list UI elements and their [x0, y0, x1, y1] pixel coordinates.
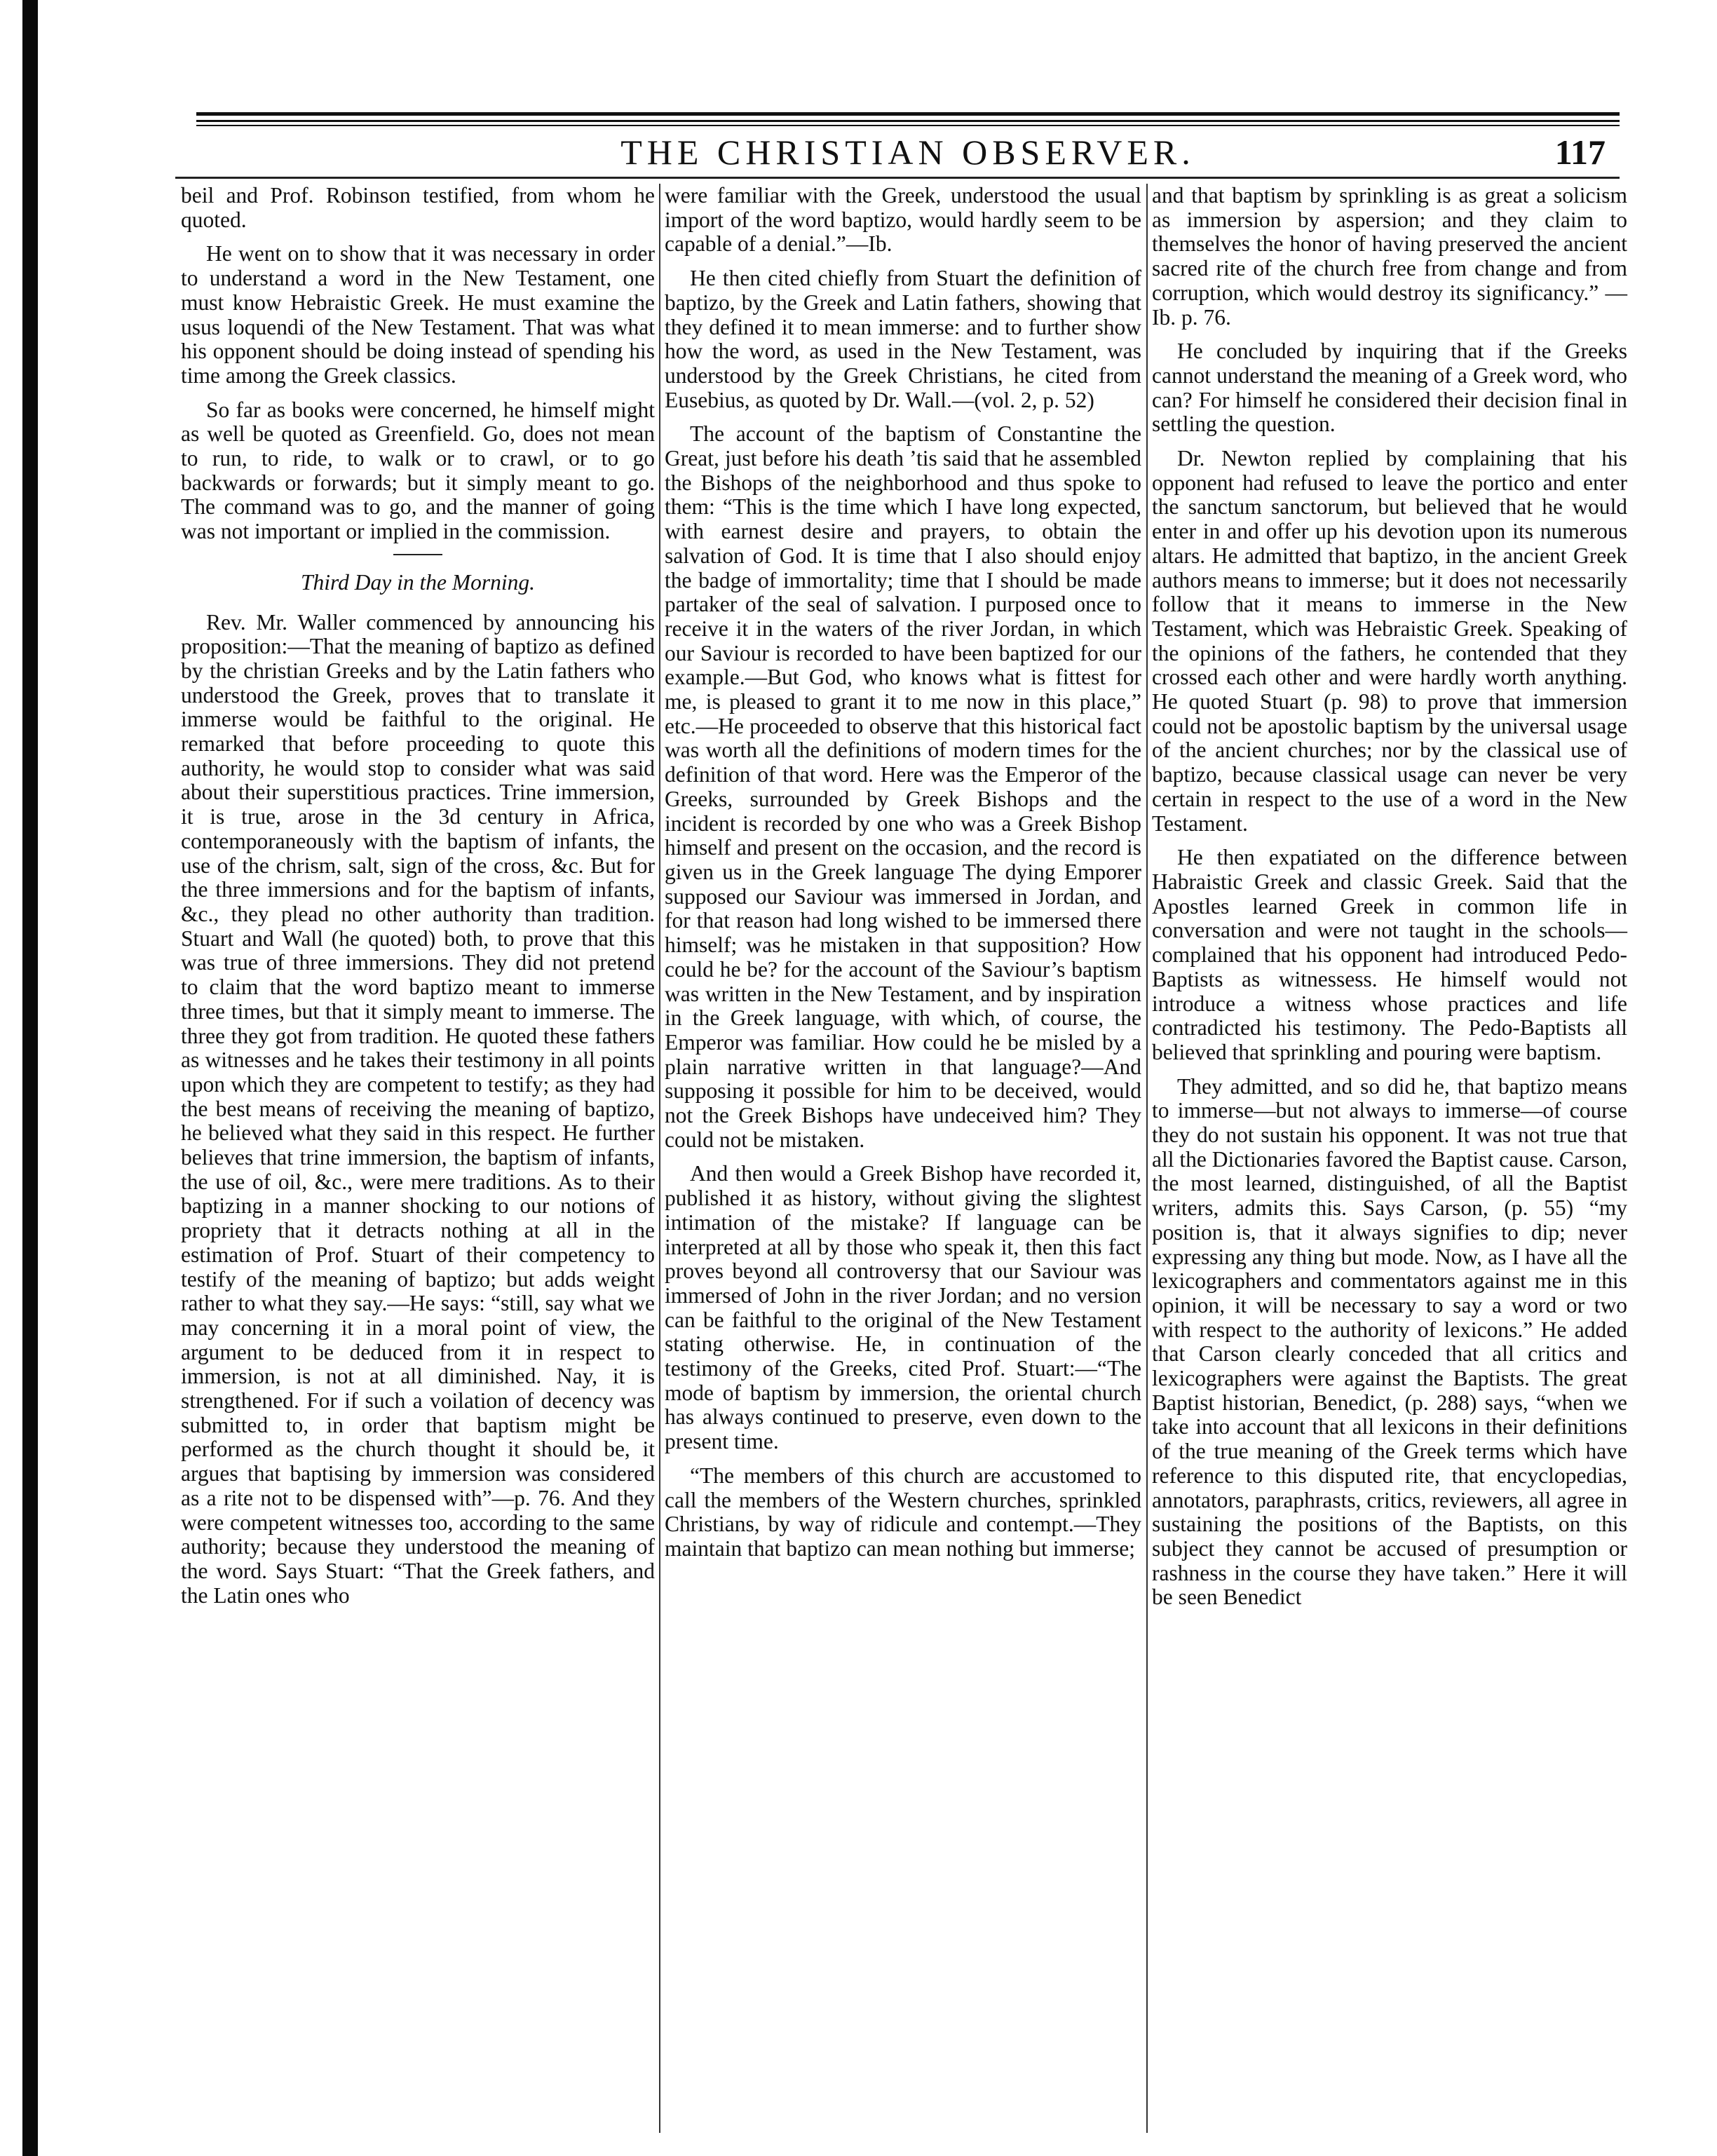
- running-title: THE CHRISTIAN OBSERVER.: [620, 133, 1195, 172]
- page-header: [196, 129, 1620, 178]
- paragraph: Dr. Newton replied by complaining that his opponent had refused to leave the portico and enter the sanctum sanctorum, but believed that he would enter in and offer up his devotion upon its numerous altars. He admitted that baptizo, in the ancient Greek authors means to immerse; but it does not necessarily follow that it means to immerse in the New Testament, which was Hebraistic Greek. Speaking of the opinions of the fathers, he contended that they crossed each other and were hardly worth anything. He quoted Stuart (p. 98) to prove that immersion could not be apostolic baptism by the universal usage of the ancient churches; nor by the classical use of baptizo, because classical usage can never be very certain in respect to the use of a word in the New Testament.: [1152, 446, 1627, 836]
- paragraph: And then would a Greek Bishop have recorded it, published it as history, without giving the slightest intimation of the mistake? If language can be interpreted at all by those who speak it, then this fact proves beyond all controversy that our Saviour was immersed of John in the river Jordan; and no version can be faithful to the original of the New Testament stating otherwise. He, in continuation of the testimony of the Greeks, cited Prof. Stuart:—“The mode of baptism by immersion, the oriental church has always continued to preserve, even down to the present time.: [665, 1161, 1141, 1454]
- paragraph: They admitted, and so did he, that baptizo means to immerse—but not always to immerse—of course they do not sustain his opponent. It was not true that all the Dictionaries favored the Baptist cause. Carson, the most learned, distinguished, of all the Baptist writers, admits this. Says Carson, (p. 55) “my position is, that it always signifies to dip; never expressing any thing but mode. Now, as I have all the lexicographers and commentators against me in this opinion, it will be necessary to say a word or two with respect to the authority of lexicons.” He added that Carson clearly conceded that all critics and lexicographers were against the Baptists. The great Baptist historian, Benedict, (p. 288) says, “when we take into account that all lexicons in their definitions of the true meaning of the Greek terms which have reference to this disputed rite, that encyclopedias, annotators, paraphrasts, critics, reviewers, all agree in sustaining the positions of the Baptists, on this subject they cannot be accused of presumption or rashness in the course they have taken.” Here it will be seen Benedict: [1152, 1073, 1627, 1610]
- paragraph: So far as books were concerned, he himself might as well be quoted as Greenfield. Go, does not mean to run, to ride, to walk or to crawl, or to go backwards or forwards; but it simply meant to go. The command was to go, and the manner of going was not important or implied in the commission.: [181, 397, 655, 544]
- header-rule-thin: [196, 125, 1620, 126]
- paragraph: He went on to show that it was necessary in order to understand a word in the New Testament, one must know Hebraistic Greek. He must examine the usus loquendi of the New Testament. That was what his opponent should be doing instead of spending his time among the Greek classics.: [181, 241, 655, 388]
- scan-edge-shadow: [22, 0, 38, 2156]
- paragraph: He then cited chiefly from Stuart the definition of baptizo, by the Greek and Latin fathers, showing that they defined it to mean immerse: and to further show how the word, as used in the New Testament, was understood by the Greek Christians, he cited from Eusebius, as quoted by Dr. Wall.—(vol. 2, p. 52): [665, 266, 1141, 412]
- paragraph: and that baptism by sprinkling is as great a solicism as immersion by aspersion; and they claim to themselves the honor of having preserved the ancient sacred rite of the church free from change and from corruption, which would destroy its significancy.” —Ib. p. 76.: [1152, 183, 1627, 330]
- column-1: [181, 184, 655, 2133]
- column-divider-2: [1146, 184, 1148, 2133]
- paragraph: The account of the baptism of Constantine the Great, just before his death ’tis said that he assembled the Bishops of the neighborhood and thus spoke to them: “This is the time which I have long expected, with earnest desire and prayers, to obtain the salvation of God. It is time that I also should enjoy the badge of immortality; time that I should be made partaker of the seal of salvation. I purposed once to receive it in the waters of the river Jordan, in which our Saviour is recorded to have been baptized for our example.—But God, who knows what is fittest for me, is pleased to grant it to me now in this place,” etc.—He proceeded to observe that this historical fact was worth all the definitions of modern times for the definition of that word. Here was the Emperor of the Greeks, surrounded by Greek Bishops and the incident is recorded by one who was a Greek Bishop himself and present on the occasion, and the record is given us in the Greek language The dying Emporer supposed our Saviour was immersed in Jordan, and for that reason had long wished to be immersed there himself; was he mistaken in that supposition? How could he be? for the account of the Saviour’s baptism was written in the New Testament, and by inspiration in the Greek language, with which, of course, the Emperor was familiar. How could he be misled by a plain narrative written in that language?—And supposing it possible for him to be deceived, would not the Greek Bishops have undeceived him? They could not be mistaken.: [665, 421, 1141, 1152]
- column-3: [1152, 184, 1627, 2133]
- page-number: 117: [1554, 133, 1606, 172]
- paragraph: He concluded by inquiring that if the Greeks cannot understand the meaning of a Greek word, who can? For himself he considered their decision final in settling the question.: [1152, 339, 1627, 437]
- paragraph: Rev. Mr. Waller commenced by announcing his proposition:—That the meaning of baptizo as defined by the christian Greeks and by the Latin fathers who understood the Greek, proves that to translate it immerse would be faithful to the original. He remarked that before proceeding to quote this authority, he would stop to consider what was said about their superstitious practices. Trine immersion, it is true, arose in the 3d century in Africa, contemporaneously with the baptism of infants, the use of the chrism, salt, sign of the cross, &c. But for the three immersions and for the baptism of infants, &c., they plead no other authority than tradition. Stuart and Wall (he quoted) both, to prove that this was true of three immersions. They did not pretend to claim that the word baptizo meant to immerse three times, but that it simply meant to immerse. The three they got from tradition. He quoted these fathers as witnesses and he takes their testimony in all points upon which they are competent to testify; as they had the best means of receiving the meaning of baptizo, he believed what they said in this respect. He further believes that trine immersion, the baptism of infants, the use of oil, &c., were mere traditions. As to their baptizing in a manner shocking to our notions of propriety that it detracts nothing at all in the estimation of Prof. Stuart of their competency to testify of the meaning of baptizo; but adds weight rather to what they say.—He says: “still, say what we may concerning it in a moral point of view, the argument to be deduced from it in respect to immersion, is not at all diminished. Nay, it is strengthened. For if such a voilation of decency was submitted to, in order that baptism might be performed as the church thought it should be, it argues that baptising by immersion was considered as a rite not to be dispensed with”—p. 76. And they were competent witnesses too, according to the same authority; because they understood the meaning of the word. Says Stuart: “That the Greek fathers, and the Latin ones who: [181, 609, 655, 1608]
- paragraph: beil and Prof. Robinson testified, from whom he quoted.: [181, 183, 655, 232]
- section-divider: [393, 554, 442, 555]
- header-rule-thick: [196, 112, 1620, 116]
- column-2: [665, 184, 1141, 2133]
- column-divider-1: [659, 184, 660, 2133]
- header-underline: [175, 177, 1620, 179]
- section-subheading: Third Day in the Morning.: [301, 569, 535, 595]
- header-rule-middle: [196, 120, 1620, 122]
- paragraph: “The members of this church are accustomed to call the members of the Western churches, sprinkled Christians, by way of ridicule and contempt.—They maintain that baptizo can mean nothing but immerse;: [665, 1463, 1141, 1561]
- paragraph: were familiar with the Greek, understood the usual import of the word baptizo, would hardly seem to be capable of a denial.”—Ib.: [665, 183, 1141, 257]
- paragraph: He then expatiated on the difference between Habraistic Greek and classic Greek. Said that the Apostles learned Greek in common life in conversation and were not taught in the schools—complained that his opponent had introduced Pedo-Baptists as witnessess. He himself would not introduce a witness whose practices and life contradicted his testimony. The Pedo-Baptists all believed that sprinkling and pouring were baptism.: [1152, 845, 1627, 1064]
